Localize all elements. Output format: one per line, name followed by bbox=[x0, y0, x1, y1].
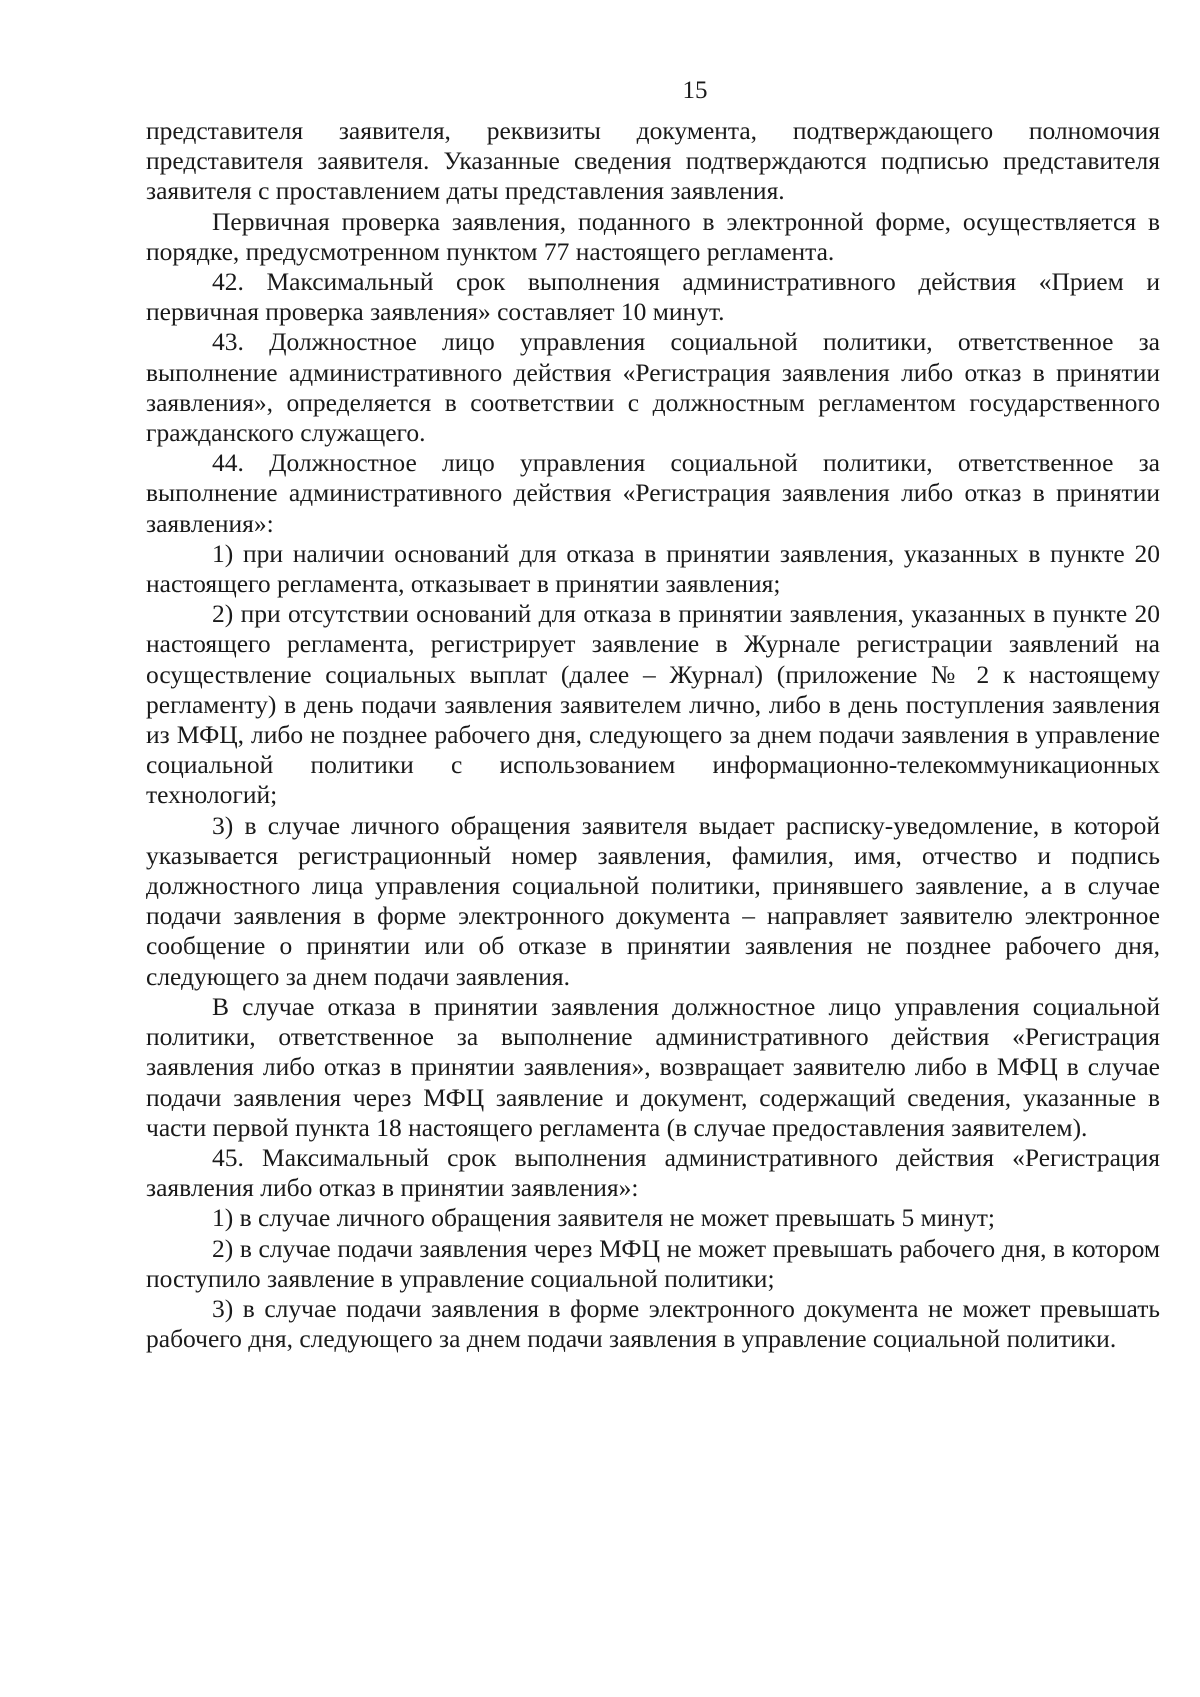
page-number: 15 bbox=[682, 77, 708, 104]
paragraph-45-item-3: 3) в случае подачи заявления в форме электронного документа не может превышать рабочего дня, следующего за днем подачи заявления в управление социальной политики. bbox=[146, 1293, 1160, 1354]
paragraph-43: 43. Должностное лицо управления социальной политики, ответственное за выполнение административного действия «Регистрация заявления либо отказ в принятии заявления», определяется в соответствии с должностным регламентом государственного гражданского служащего. bbox=[146, 327, 1160, 448]
paragraph-44-item-2: 2) при отсутствии оснований для отказа в принятии заявления, указанных в пункте 20 настоящего регламента, регистрирует заявление в Журнале регистрации заявлений на осуществление социальных выплат (далее – Журнал) (приложение № 2 к настоящему регламенту) в день подачи заявления заявителем лично, либо в день поступления заявления из МФЦ, либо не позднее рабочего дня, следующего за днем подачи заявления в управление социальной политики с использованием информационно-телекоммуникационных технологий; bbox=[146, 599, 1160, 810]
paragraph-45-item-1: 1) в случае личного обращения заявителя не может превышать 5 минут; bbox=[212, 1203, 996, 1233]
paragraph-45: 45. Максимальный срок выполнения административного действия «Регистрация заявления либо отказ в принятии заявления»: bbox=[146, 1142, 1160, 1203]
paragraph-continuation: представителя заявителя, реквизиты документа, подтверждающего полномочия представителя заявителя. Указанные сведения подтверждаются подписью представителя заявителя с проставлением даты представления заявления. bbox=[146, 116, 1160, 206]
paragraph-45-item-2: 2) в случае подачи заявления через МФЦ не может превышать рабочего дня, в котором поступило заявление в управление социальной политики; bbox=[146, 1233, 1160, 1293]
paragraph-primary-check: Первичная проверка заявления, поданного в электронной форме, осуществляется в порядке, предусмотренном пунктом 77 настоящего регламента. bbox=[146, 206, 1160, 266]
paragraph-42: 42. Максимальный срок выполнения административного действия «Прием и первичная проверка заявления» составляет 10 минут. bbox=[146, 267, 1160, 327]
paragraph-44-item-1: 1) при наличии оснований для отказа в принятии заявления, указанных в пункте 20 настоящего регламента, отказывает в принятии заявления; bbox=[146, 538, 1160, 599]
paragraph-44-item-3: 3) в случае личного обращения заявителя выдает расписку-уведомление, в которой указывается регистрационный номер заявления, фамилия, имя, отчество и подпись должностного лица управления социальной политики, принявшего заявление, а в случае подачи заявления в форме электронного документа – направляет заявителю электронное сообщение о принятии или об отказе в принятии заявления не позднее рабочего дня, следующего за днем подачи заявления. bbox=[146, 810, 1160, 991]
paragraph-44: 44. Должностное лицо управления социальной политики, ответственное за выполнение административного действия «Регистрация заявления либо отказ в принятии заявления»: bbox=[146, 448, 1160, 538]
paragraph-refusal-case: В случае отказа в принятии заявления должностное лицо управления социальной политики, ответственное за выполнение административного действия «Регистрация заявления либо отказ в принятии заявления», возвращает заявителю либо в МФЦ в случае подачи заявления через МФЦ заявление и документ, содержащий сведения, указанные в части первой пункта 18 настоящего регламента (в случае предоставления заявителем). bbox=[146, 991, 1160, 1142]
